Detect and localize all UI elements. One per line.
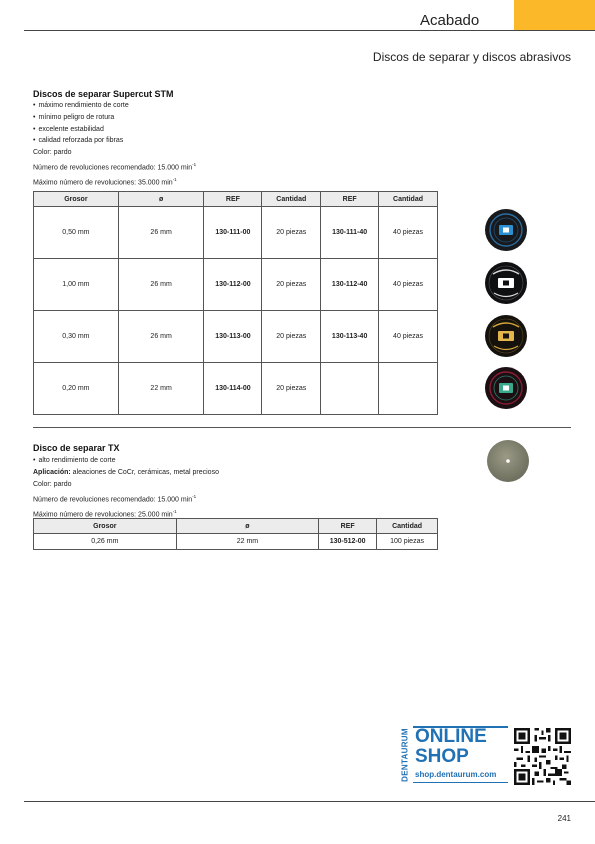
- table-cell: 26 mm: [118, 207, 204, 259]
- table-row: [34, 534, 438, 550]
- rpm-recommended-info: Número de revoluciones recomendado: 15.000 $\min^{-1}$: [33, 161, 197, 172]
- feature-item: • alto rendimiento de corte: [33, 455, 116, 467]
- spec-table-tx: [33, 518, 438, 550]
- shop-url-link[interactable]: shop.dentaurum.com: [415, 770, 497, 779]
- table-cell: 26 mm: [118, 259, 204, 311]
- table-cell: 130-113-40: [321, 311, 379, 363]
- disc-image-supercut-100: [484, 261, 528, 305]
- online-shop-banner[interactable]: [398, 724, 574, 787]
- col-header: Cantidad: [379, 192, 438, 207]
- table-cell: 40 piezas: [379, 311, 438, 363]
- col-header: Cantidad: [377, 519, 438, 534]
- table-cell: 130-112-40: [321, 259, 379, 311]
- qr-code-icon[interactable]: [514, 728, 571, 785]
- col-header: REF: [319, 519, 377, 534]
- shop-title-line2: SHOP: [415, 746, 469, 767]
- col-header: REF: [204, 192, 262, 207]
- color-info: Color: pardo: [33, 149, 72, 156]
- table-cell: 130-114-00: [204, 363, 262, 415]
- table-header-row: [34, 192, 438, 207]
- section-divider: [33, 427, 571, 428]
- disc-image-supercut-020: [484, 366, 528, 410]
- table-cell: 130-113-00: [204, 311, 262, 363]
- table-header-row: [34, 519, 438, 534]
- col-header: Grosor: [34, 519, 177, 534]
- section-title: Acabado: [420, 12, 480, 29]
- table-row: [34, 259, 438, 311]
- col-header: Grosor: [34, 192, 119, 207]
- shop-title-line1: ONLINE: [415, 726, 487, 747]
- disc-image-supercut-030: [484, 314, 528, 358]
- table-cell: 0,50 mm: [34, 207, 119, 259]
- table-cell: 0,26 mm: [34, 534, 177, 550]
- table-cell: 1,00 mm: [34, 259, 119, 311]
- col-header: ø: [118, 192, 204, 207]
- application-info: Aplicación: aleaciones de CoCr, cerámicas, metal precioso: [33, 469, 219, 476]
- table-cell: 20 piezas: [262, 207, 321, 259]
- feature-item: • excelente estabilidad: [33, 124, 129, 136]
- shop-brand-vertical: DENTAURUM: [400, 728, 410, 782]
- table-cell: 22 mm: [176, 534, 319, 550]
- page-subtitle: Discos de separar y discos abrasivos: [372, 50, 571, 64]
- col-header: Cantidad: [262, 192, 321, 207]
- table-cell: 130-112-00: [204, 259, 262, 311]
- table-cell: 40 piezas: [379, 207, 438, 259]
- table-cell: 130-512-00: [319, 534, 377, 550]
- table-cell: 100 piezas: [377, 534, 438, 550]
- product-title-tx: Disco de separar TX: [33, 443, 120, 453]
- disc-image-tx: [486, 439, 530, 483]
- table-cell: 0,30 mm: [34, 311, 119, 363]
- feature-list-tx: [33, 455, 116, 467]
- table-row: [34, 363, 438, 415]
- table-cell: 20 piezas: [262, 311, 321, 363]
- table-cell: 130-111-40: [321, 207, 379, 259]
- disc-image-supercut-050: [484, 208, 528, 252]
- col-header: REF: [321, 192, 379, 207]
- table-cell: 40 piezas: [379, 259, 438, 311]
- spec-table-supercut: [33, 191, 438, 415]
- feature-item: • calidad reforzada por fibras: [33, 135, 129, 147]
- product-info-tx: [33, 467, 219, 521]
- rpm-max-info: Máximo número de revoluciones: 35.000 $\min^{-1}$: [33, 176, 177, 187]
- table-cell: 20 piezas: [262, 363, 321, 415]
- feature-item: • máximo rendimiento de corte: [33, 100, 129, 112]
- table-cell: 0,20 mm: [34, 363, 119, 415]
- table-cell: 130-111-00: [204, 207, 262, 259]
- rpm-recommended-info: Número de revoluciones recomendado: 15.000 $\min^{-1}$: [33, 493, 197, 503]
- col-header: ø: [176, 519, 319, 534]
- feature-list-supercut: [33, 100, 129, 147]
- feature-item: • mínimo peligro de rotura: [33, 112, 129, 124]
- footer-divider: [24, 801, 595, 802]
- table-row: [34, 207, 438, 259]
- header-divider: [24, 30, 595, 31]
- table-row: [34, 311, 438, 363]
- table-cell: 22 mm: [118, 363, 204, 415]
- page-number: 241: [557, 814, 571, 823]
- rpm-max-info: Máximo número de revoluciones: 25.000 $\min^{-1}$: [33, 508, 177, 519]
- section-color-tab: [514, 0, 595, 30]
- product-title-supercut: Discos de separar Supercut STM: [33, 89, 174, 99]
- color-info: Color: pardo: [33, 480, 72, 488]
- table-cell: [321, 363, 379, 415]
- product-info-supercut: [33, 147, 196, 189]
- table-cell: 26 mm: [118, 311, 204, 363]
- table-cell: 20 piezas: [262, 259, 321, 311]
- table-cell: [379, 363, 438, 415]
